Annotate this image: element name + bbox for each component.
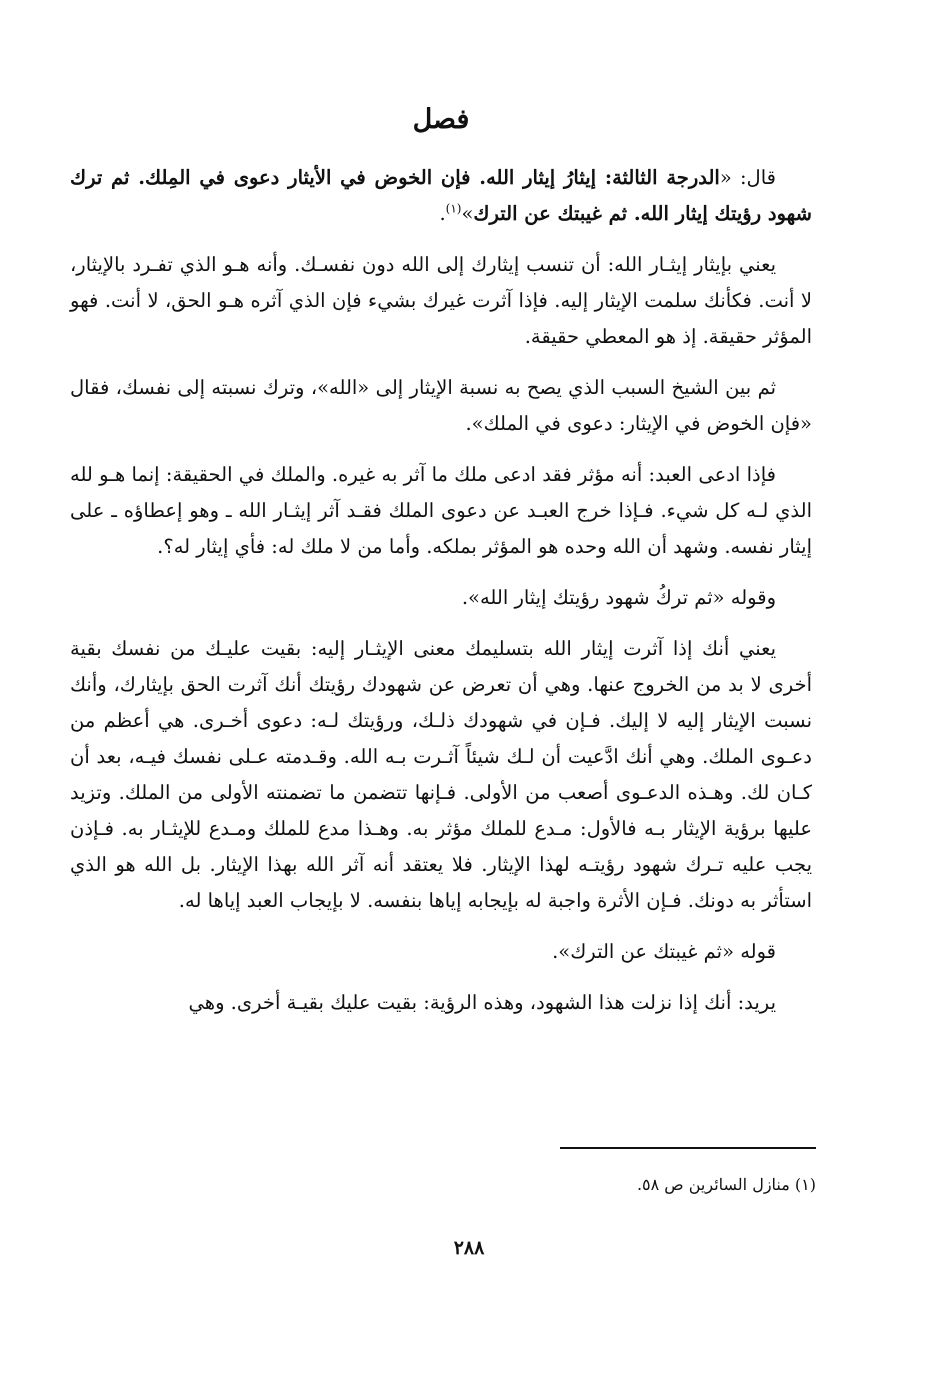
paragraph-5: وقوله «ثم تركُ شهود رؤيتك إيثار الله». bbox=[461, 586, 776, 609]
paragraph-4: فإذا ادعى العبد: أنه مؤثر فقد ادعى ملك ما آثر به غيره. والملك في الحقيقة: إنما هـو لله الذي لـه كل شيء. فـإذا خرج العبـد عن دعوى الملك فقـد آثر إيثـار الله ـ وهو إعطاؤه ـ على إيثار نفسه. وشهد أن الله وحده هو المؤثر بملكه. وأما من لا ملك له: فأي إيثار له؟. bbox=[70, 463, 812, 558]
quote-suffix: » bbox=[461, 202, 474, 225]
section-heading: فصل bbox=[412, 104, 470, 135]
quote-bold-text: الدرجة الثالثة: إيثارُ إيثار الله. فإن الخوض في الأيثار دعوى في المِلك. ثم ترك شهود رؤيتك إيثار الله. ثم غيبتك عن الترك bbox=[70, 166, 812, 225]
footnote-divider bbox=[560, 1147, 816, 1149]
footnote-reference: (١) bbox=[445, 201, 462, 216]
paragraph-7: قوله «ثم غيبتك عن الترك». bbox=[552, 940, 776, 963]
paragraph-3: ثم بين الشيخ السبب الذي يصح به نسبة الإيثار إلى «الله»، وترك نسبته إلى نفسك، فقال «فإن الخوض في الإيثار: دعوى في الملك». bbox=[70, 376, 812, 435]
quote-end: . bbox=[439, 202, 446, 225]
quote-prefix: قال: « bbox=[719, 166, 776, 189]
page-body bbox=[70, 100, 812, 1036]
page-number: ٢٨٨ bbox=[453, 1237, 485, 1259]
footnote: (١) منازل السائرين ص ٥٨. bbox=[636, 1175, 816, 1194]
paragraph-2: يعني بإيثار إيثـار الله: أن تنسب إيثارك إلى الله دون نفسـك. وأنه هـو الذي تفـرد بالإيثار، لا أنت. فكأنك سلمت الإيثار إليه. فإذا آثرت غيرك بشيء فإن الذي آثره هـو الحق، لا أنت. فهو المؤثر حقيقة. إذ هو المعطي حقيقة. bbox=[70, 253, 812, 348]
paragraph-8: يريد: أنك إذا نزلت هذا الشهود، وهذه الرؤية: بقيت عليك بقيـة أخرى. وهي bbox=[188, 991, 776, 1014]
paragraph-quote bbox=[70, 160, 812, 232]
paragraph-6: يعني أنك إذا آثرت إيثار الله بتسليمك معنى الإيثـار إليه: بقيت عليـك من نفسك بقية أخرى لا بد من الخروج عنها. وهي أن تعرض عن شهودك رؤيتك أنك آثرت الحق بإيثارك، وأنك نسبت الإيثار إليه لا إليك. فـإن في شهودك ذلـك، ورؤيتك لـه: دعوى أخـرى. هي أعظم من دعـوى الملك. وهي أنك ادَّعيت أن لـك شيئاً آثـرت بـه الله. وقـدمته عـلى نفسك فيـه، بعد أن كـان لك. وهـذه الدعـوى أصعب من الأولى. فـإنها تتضمن ما تضمنته الأولى من الملك. وتزيد عليها برؤية الإيثار بـه فالأول: مـدع للملك مؤثر به. وهـذا مدع للملك ومـدع للإيثـار به. فـإذن يجب عليه تـرك شهود رؤيتـه لهذا الإيثار. فلا يعتقد أنه آثر الله بهذا الإيثار. بل الله هو الذي استأثر به دونك. فـإن الأثرة واجبة له بإيجابه إياها بنفسه. لا بإيجاب العبد إياها له. bbox=[70, 637, 812, 912]
